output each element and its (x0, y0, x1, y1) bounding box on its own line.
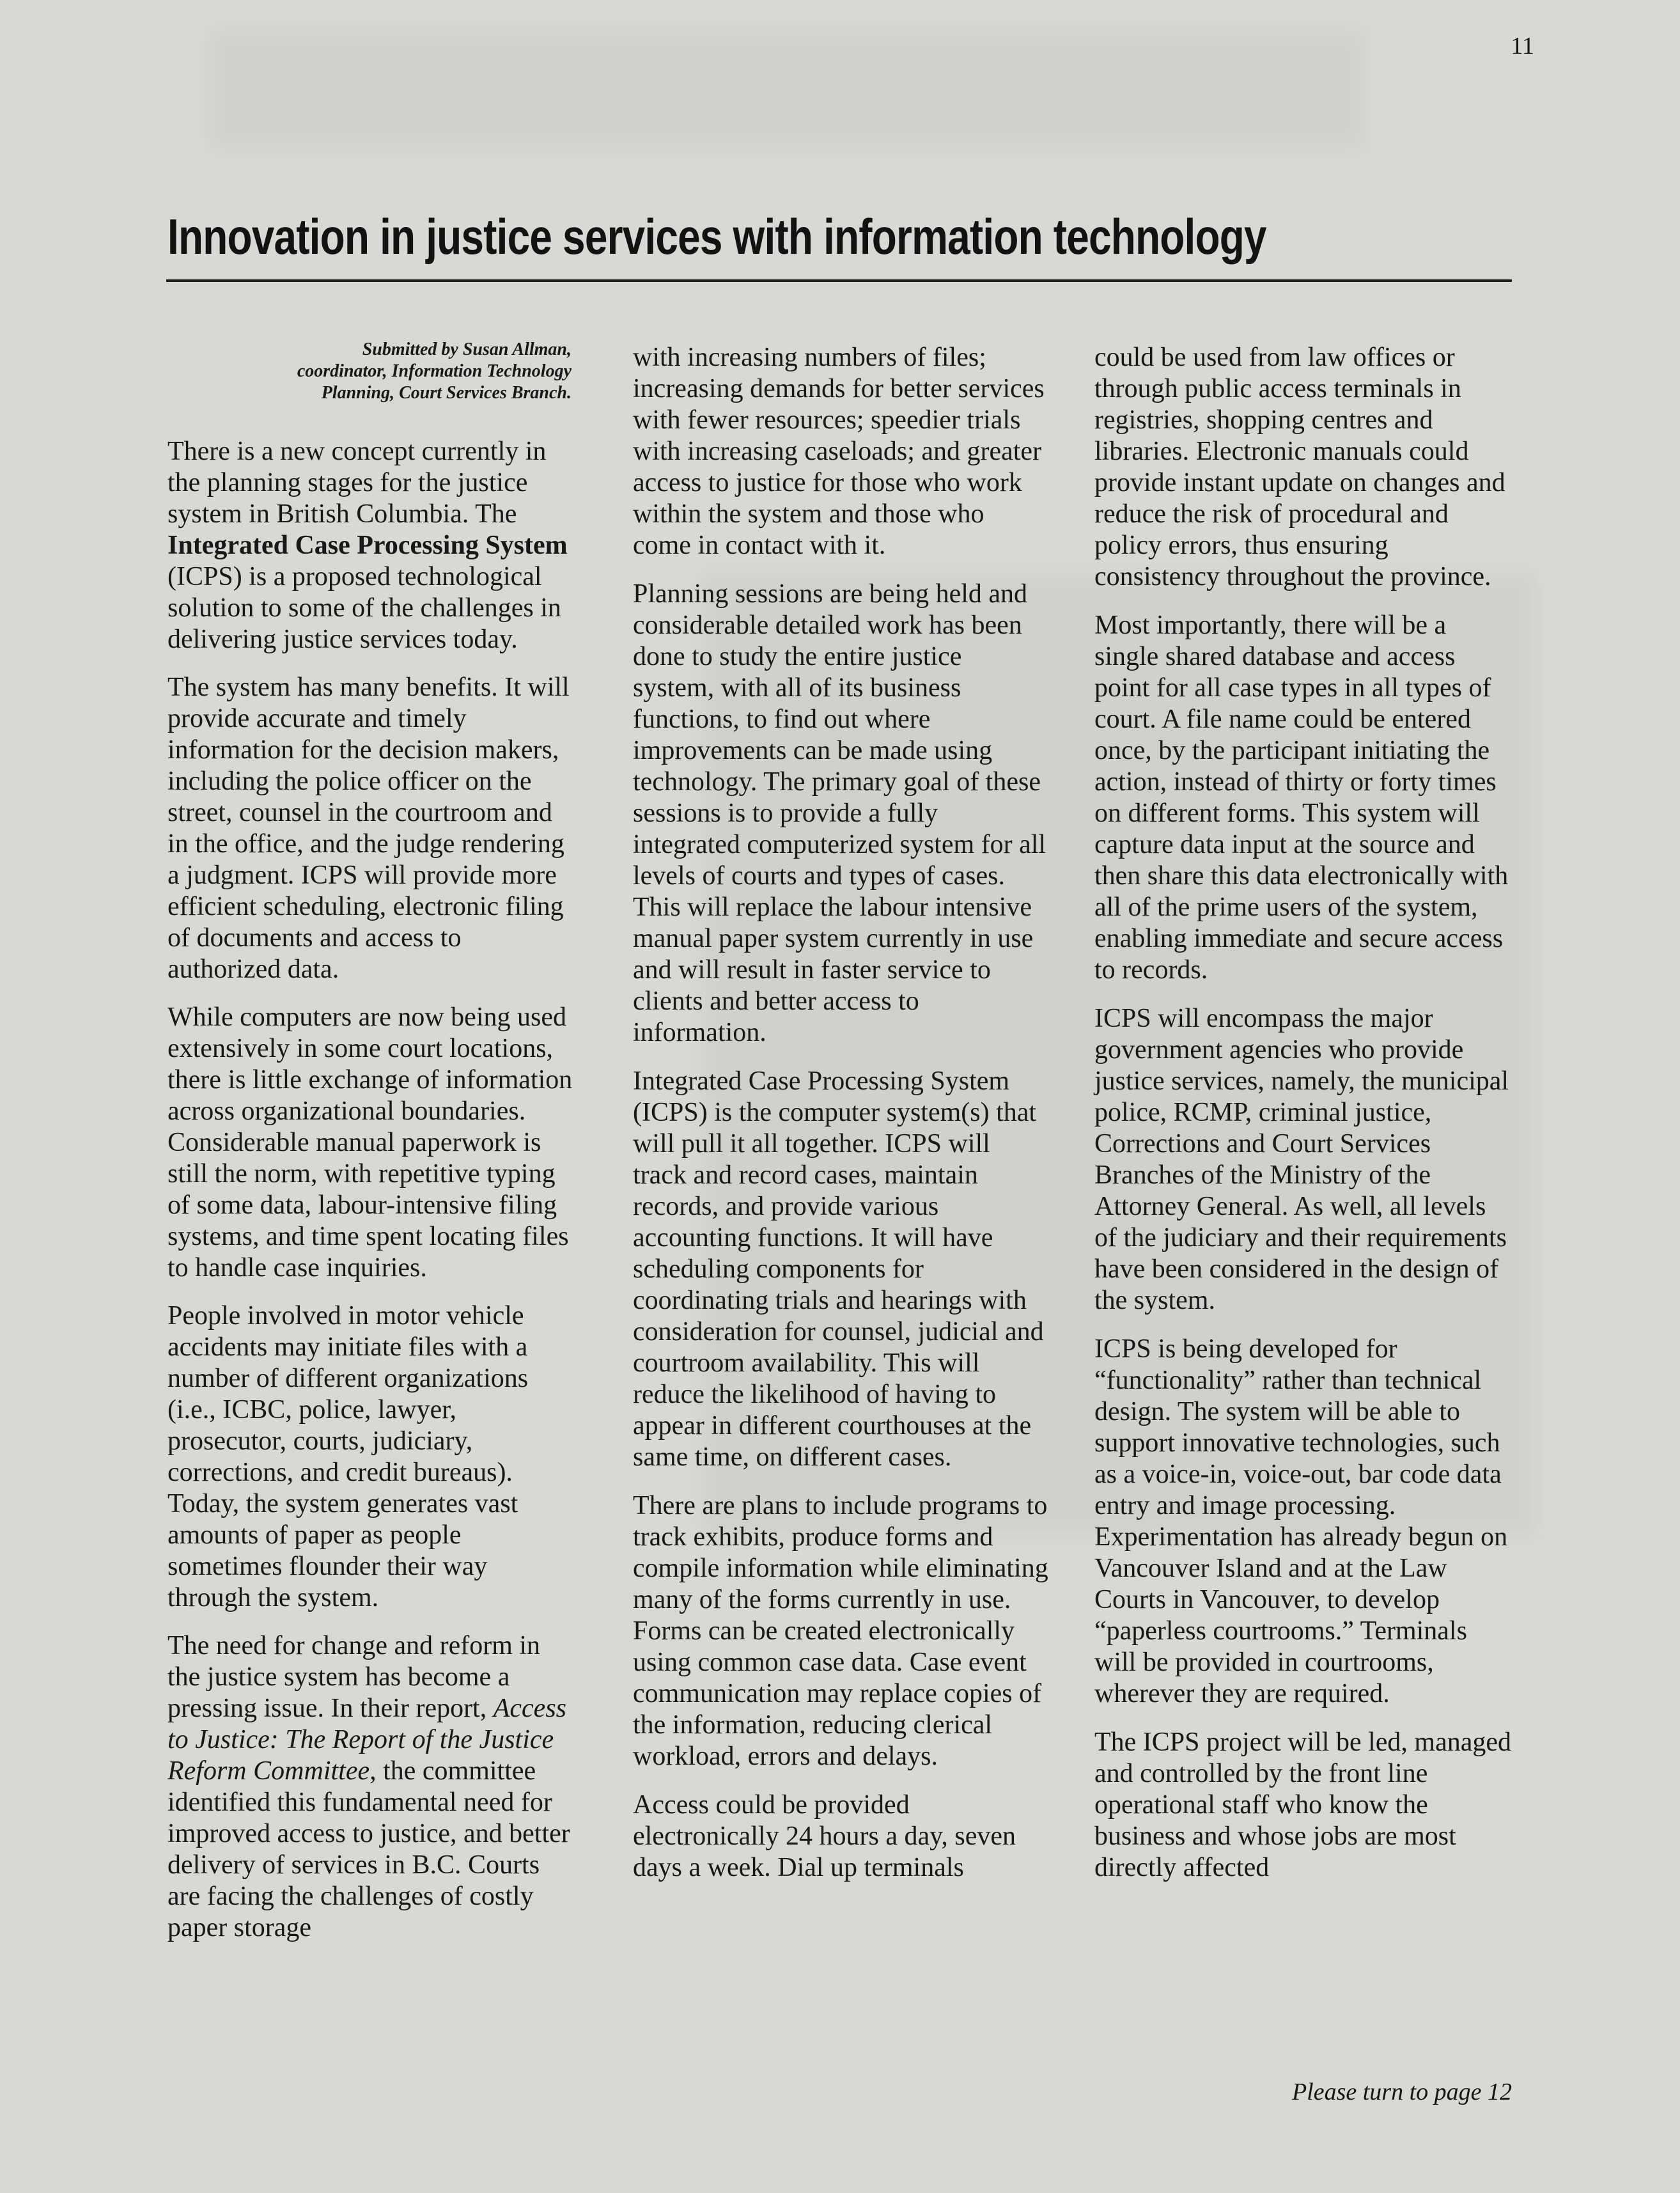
paragraph-planning: Planning sessions are being held and considerable detailed work has been done to study the entire justice system, with all of its business functions, to find out where improvements can be made using technology. The primary goal of these sessions is to provide a fully integrated computerized system for all levels of courts and types of cases. This will replace the labour intensive manual paper system currently in use and will result in faster service to clients and better access to information. (633, 579, 1046, 1047)
byline-line-2: coordinator, Information Technology (297, 361, 572, 381)
article-column-1 (167, 339, 577, 1960)
paragraph-motor-vehicle: People involved in motor vehicle accidents may initiate files with a number of different organizations (i.e., ICBC, police, lawyer, prosecutor, courts, judiciary, corrections, and credit bureaus). Today, the system generates vast amounts of paper as people sometimes flounder their way through the system. (167, 1301, 529, 1612)
paragraph-functionality: ICPS is being developed for “functionality” rather than technical design. The system will be able to support innovative technologies, such as a voice-in, voice-out, bar code data entry and image processing. Experimentation has already begun on Vancouver Island and at the Law Courts in Vancouver, to develop “paperless courtrooms.” Terminals will be provided in courtrooms, wherever they are required. (1094, 1334, 1508, 1708)
article-column-2 (633, 342, 1048, 1901)
paragraph-benefits: The system has many benefits. It will provide accurate and timely information for the decision makers, including the police officer on the street, counsel in the courtroom and in the office, and the judge rendering a judgment. ICPS will provide more efficient scheduling, electronic filing of documents and access to authorized data. (167, 673, 570, 984)
byline-line-1: Submitted by Susan Allman, (362, 339, 572, 359)
paragraph-programs: There are plans to include programs to track exhibits, produce forms and compile information while eliminating many of the forms currently in use. Forms can be created electronically using common case data. Case event communication may replace copies of the information, reducing clerical workload, errors and delays. (633, 1491, 1048, 1771)
paragraph-files: with increasing numbers of files; increasing demands for better services with fewer resources; speedier trials with increasing caseloads; and greater access to justice for those who work within the system and those who come in contact with it. (633, 343, 1045, 560)
paragraph-terminals: could be used from law offices or through public access terminals in registries, shopping centres and libraries. Electronic manuals could provide instant update on changes and reduce the risk of procedural and policy errors, thus ensuring consistency throughout the province. (1094, 343, 1505, 591)
icps-bold-term: Integrated Case Processing System (167, 531, 568, 560)
paragraph-database: Most importantly, there will be a single shared database and access point for all case types in all types of court. A file name could be entered once, by the participant initiating the action, instead of thirty or forty times on different forms. This system will capture data input at the source and then share this data electronically with all of the prime users of the system, enabling immediate and secure access to records. (1094, 611, 1509, 985)
page-number: 11 (1511, 33, 1534, 59)
byline-line-3: Planning, Court Services Branch. (321, 383, 572, 403)
paragraph-icps-system: Integrated Case Processing System (ICPS) is the computer system(s) that will pull it all together. ICPS will track and record cases, maintain records, and provide various accounting functions. It will have scheduling components for coordinating trials and hearings with consideration for counsel, judicial and courtroom availability. This will reduce the likelihood of having to appear in different courthouses at the same time, on different cases. (633, 1066, 1044, 1472)
paragraph-access: Access could be provided electronically 24 hours a day, seven days a week. Dial up terminals (633, 1790, 1016, 1882)
paragraph-reform: The need for change and reform in the justice system has become a pressing issue. In their report, Access to Justice: The Report of the Justice Reform Committee, the committee identified this fundamental need for improved access to justice, and better delivery of services in B.C. Courts are facing the challenges of costly paper storage (167, 1631, 570, 1942)
paragraph-computers: While computers are now being used extensively in some court locations, there is little exchange of information across organizational boundaries. Considerable manual paperwork is still the norm, with repetitive typing of some data, labour-intensive filing systems, and time spent locating files to handle case inquiries. (167, 1003, 573, 1283)
paragraph-intro: There is a new concept currently in the planning stages for the justice system in British Columbia. The Integrated Case Processing System (ICPS) is a proposed technological solution to some of the challenges in delivering justice services today. (167, 437, 568, 654)
title-rule (166, 279, 1512, 282)
paragraph-project-lead: The ICPS project will be led, managed and controlled by the front line operational staff who know the business and whose jobs are most directly affected (1094, 1728, 1512, 1882)
continued-note: Please turn to page 12 (1291, 2079, 1512, 2105)
article-title: Innovation in justice services with information technology (167, 208, 1266, 265)
report-title: Access to Justice: The Report of the Justice Reform Committee (167, 1694, 567, 1786)
article-column-3 (1094, 342, 1513, 1901)
paragraph-agencies: ICPS will encompass the major government agencies who provide justice services, namely, the municipal police, RCMP, criminal justice, Corrections and Court Services Branches of the Ministry of the Attorney General. As well, all levels of the judiciary and their requirements have been considered in the design of the system. (1094, 1004, 1509, 1315)
byline (167, 339, 577, 404)
